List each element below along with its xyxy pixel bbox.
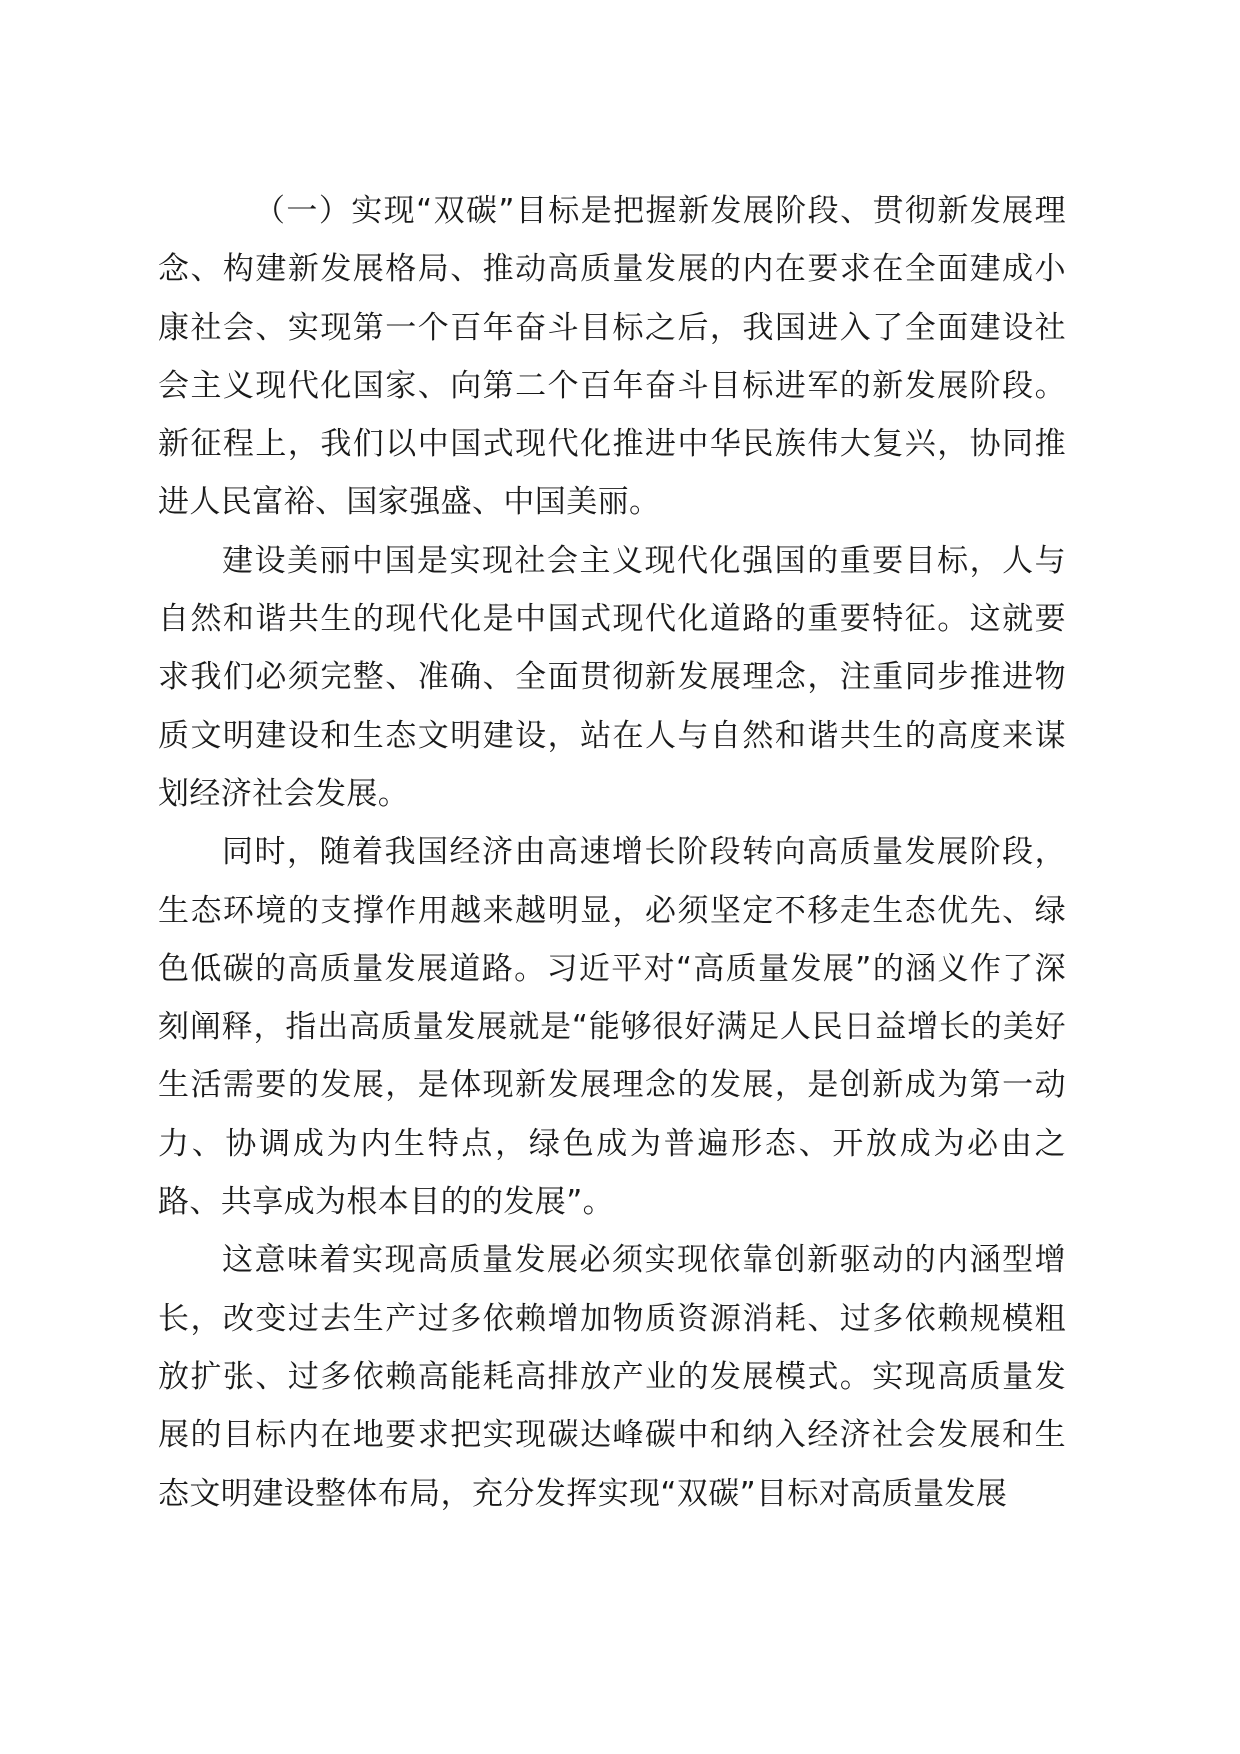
- paragraph-3: 同时，随着我国经济由高速增长阶段转向高质量发展阶段，生态环境的支撑作用越来越明显，必须坚定不移走生态优先、绿色低碳的高质量发展道路。习近平对“高质量发展”的涵义作了深刻阐释，指出高质量发展就是“能够很好满足人民日益增长的美好生活需要的发展，是体现新发展理念的发展，是创新成为第一动力、协调成为内生特点，绿色成为普遍形态、开放成为必由之路、共享成为根本目的的发展”。: [158, 834, 1066, 1221]
- paragraph-2: 建设美丽中国是实现社会主义现代化强国的重要目标，人与自然和谐共生的现代化是中国式现代化道路的重要特征。这就要求我们必须完整、准确、全面贯彻新发展理念，注重同步推进物质文明建设和生态文明建设，站在人与自然和谐共生的高度来谋划经济社会发展。: [158, 542, 1066, 812]
- document-page: [158, 182, 1066, 1523]
- paragraph-4: 这意味着实现高质量发展必须实现依靠创新驱动的内涵型增长，改变过去生产过多依赖增加物质资源消耗、过多依赖规模粗放扩张、过多依赖高能耗高排放产业的发展模式。实现高质量发展的目标内在地要求把实现碳达峰碳中和纳入经济社会发展和生态文明建设整体布局，充分发挥实现“双碳”目标对高质量发展: [158, 1242, 1066, 1512]
- paragraph-1: （一）实现“双碳”目标是把握新发展阶段、贯彻新发展理念、构建新发展格局、推动高质量发展的内在要求在全面建成小康社会、实现第一个百年奋斗目标之后，我国进入了全面建设社会主义现代化国家、向第二个百年奋斗目标进军的新发展阶段。新征程上，我们以中国式现代化推进中华民族伟大复兴，协同推进人民富裕、国家强盛、中国美丽。: [158, 193, 1066, 521]
